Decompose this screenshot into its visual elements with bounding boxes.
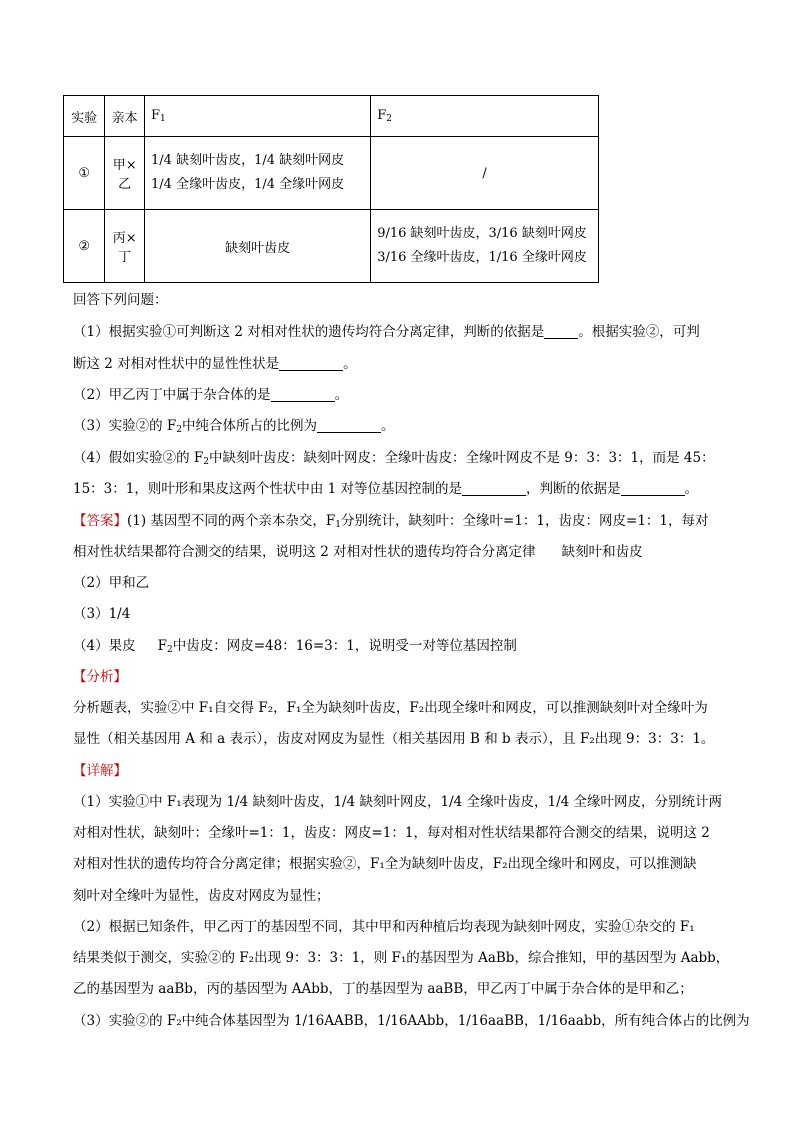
row-f2 xyxy=(371,210,599,283)
answer-blank[interactable] xyxy=(279,356,343,371)
row-f1 xyxy=(145,137,371,210)
header-f2: $F_2$ xyxy=(371,96,599,137)
question-2: （2）甲乙丙丁中属于杂合体的是 。 xyxy=(73,387,349,403)
questions-intro: 回答下列问题： xyxy=(73,292,168,308)
answer-3: （3）1/4 xyxy=(73,606,131,622)
experiment-table xyxy=(63,95,599,283)
detail-line: 刻叶对全缘叶为显性，齿皮对网皮为显性； xyxy=(73,888,330,904)
answer-blank[interactable] xyxy=(462,481,526,496)
f1-line: 1/4 全缘叶齿皮，1/4 全缘叶网皮 xyxy=(151,177,345,192)
detail-line: （2）根据已知条件，甲乙丙丁的基因型不同，其中甲和丙种植后均表现为缺刻叶网皮，实验①杂交的 F₁ xyxy=(73,919,695,935)
table-row xyxy=(64,210,599,283)
answer-blank[interactable] xyxy=(317,418,381,433)
answer-4: （4）果皮 $F_2$中齿皮：网皮=48：16=3：1，说明受一对等位基因控制 xyxy=(73,638,517,655)
table-header-row xyxy=(64,96,599,137)
analysis-label: 【分析】 xyxy=(73,669,127,685)
row-f1: 缺刻叶齿皮 xyxy=(145,210,371,283)
row-parents: 甲×乙 xyxy=(105,137,145,210)
header-parents: 亲本 xyxy=(105,96,145,137)
header-experiment: 实验 xyxy=(64,96,105,137)
question-3: （3）实验②的 $F_2$中纯合体所占的比例为 。 xyxy=(73,418,395,435)
row-f2: / xyxy=(371,137,599,210)
answer-blank[interactable] xyxy=(621,481,685,496)
answer-2: （2）甲和乙 xyxy=(73,575,150,591)
answer-line-1: 【答案】(1) 基因型不同的两个亲本杂交，$F_1$分别统计，缺刻叶：全缘叶=1：1，齿皮：网皮=1：1，每对 xyxy=(73,513,709,530)
answer-line-2: 相对性状结果都符合测交的结果，说明这 2 对相对性状的遗传均符合分离定律 缺刻叶和齿皮 xyxy=(73,544,643,560)
detail-line: 对相对性状，缺刻叶：全缘叶=1：1，齿皮：网皮=1：1，每对相对性状结果都符合测交的结果，说明这 2 xyxy=(73,825,710,841)
row-number: ② xyxy=(64,210,105,283)
detail-line: 对相对性状的遗传均符合分离定律；根据实验②，F₁全为缺刻叶齿皮，F₂出现全缘叶和网皮，可以推测缺 xyxy=(73,856,697,872)
question-1: （1）根据实验①可判断这 2 对相对性状的遗传均符合分离定律，判断的依据是 。根据实验②，可判 xyxy=(73,324,700,340)
detail-label: 【详解】 xyxy=(73,763,127,779)
table-row xyxy=(64,137,599,210)
answer-label: 【答案】 xyxy=(73,513,127,529)
row-number: ① xyxy=(64,137,105,210)
question-4-cont: 15：3：1，则叶形和果皮这两个性状中由 1 对等位基因控制的是 ，判断的依据是 。 xyxy=(73,481,699,497)
f1-line: 1/4 缺刻叶齿皮，1/4 缺刻叶网皮 xyxy=(151,153,345,168)
analysis-line: 显性（相关基因用 A 和 a 表示），齿皮对网皮为显性（相关基因用 B 和 b 表示），且 F₂出现 9：3：3：1。 xyxy=(73,731,715,747)
f2-line: 3/16 全缘叶齿皮，1/16 全缘叶网皮 xyxy=(377,250,587,265)
detail-line: 乙的基因型为 aaBb，丙的基因型为 AAbb，丁的基因型为 aaBB，甲乙丙丁中属于杂合体的是甲和乙； xyxy=(73,981,693,997)
header-f1: $F_1$ xyxy=(145,96,371,137)
answer-blank[interactable] xyxy=(271,387,335,402)
detail-line: 结果类似于测交，实验②的 F₂出现 9：3：3：1，则 F₁的基因型为 AaBb，综合推知，甲的基因型为 Aabb， xyxy=(73,950,730,966)
f2-line: 9/16 缺刻叶齿皮，3/16 缺刻叶网皮 xyxy=(377,226,587,241)
detail-line: （3）实验②的 F₂中纯合体基因型为 1/16AABB，1/16AAbb，1/16aaBB，1/16aabb，所有纯合体占的比例为 xyxy=(73,1013,750,1029)
question-1-cont: 断这 2 对相对性状中的显性性状是 。 xyxy=(73,356,357,372)
question-4: （4）假如实验②的 $F_2$中缺刻叶齿皮：缺刻叶网皮：全缘叶齿皮：全缘叶网皮不是 9：3：3：1，而是 45： xyxy=(73,450,715,467)
detail-line: （1）实验①中 F₁表现为 1/4 缺刻叶齿皮，1/4 缺刻叶网皮，1/4 全缘叶齿皮，1/4 全缘叶网皮，分别统计两 xyxy=(73,794,723,810)
analysis-line: 分析题表，实验②中 F₁自交得 F₂，F₁全为缺刻叶齿皮，F₂出现全缘叶和网皮，可以推测缺刻叶对全缘叶为 xyxy=(73,700,708,716)
row-parents: 丙×丁 xyxy=(105,210,145,283)
answer-blank[interactable] xyxy=(544,324,578,339)
